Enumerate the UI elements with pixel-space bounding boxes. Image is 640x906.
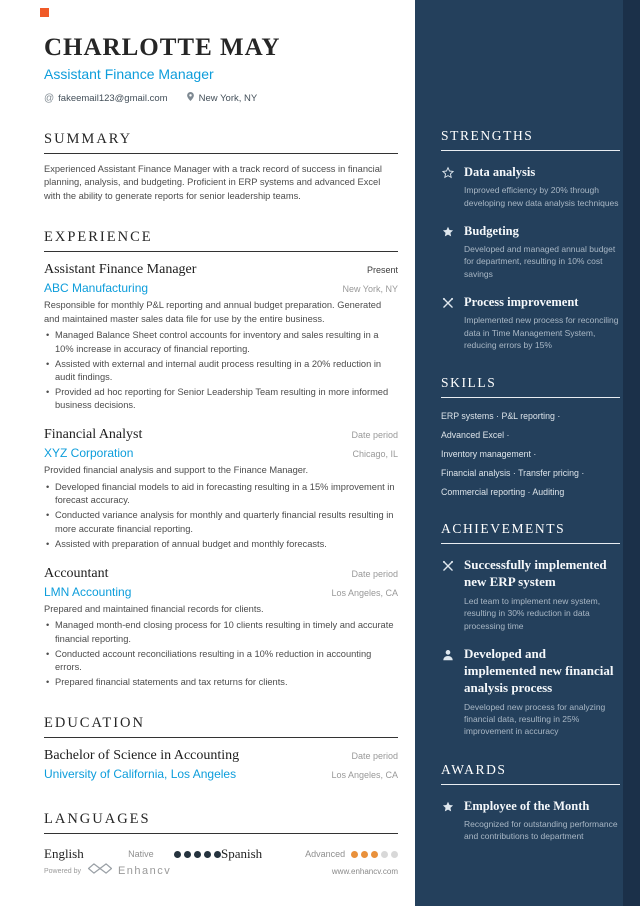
strengths-section: [441, 128, 620, 351]
strength-item: [441, 294, 620, 351]
job-location: New York, NY: [342, 284, 398, 295]
skills-heading: SKILLS: [441, 375, 620, 398]
job-company: LMN Accounting: [44, 584, 132, 599]
tools-icon: [441, 557, 456, 632]
job-bullet: • Conducted account reconciliations resulting in a 10% reduction in accounting errors.: [44, 648, 398, 674]
star-filled-icon: [441, 798, 456, 843]
languages-heading: LANGUAGES: [44, 811, 398, 834]
strength-item: [441, 223, 620, 280]
education-entry: [44, 748, 398, 785]
person-job-title: Assistant Finance Manager: [44, 66, 214, 82]
person-icon: [441, 646, 456, 738]
strength-desc: Implemented new process for reconciling data in Time Management System, reducing errors by 15%: [464, 315, 619, 350]
languages-row: [44, 846, 398, 862]
job-date: Date period: [351, 430, 398, 441]
job-title: Accountant: [44, 565, 109, 581]
experience-section: [44, 229, 398, 689]
job-bullet: • Developed financial models to aid in forecasting resulting in a 15% improvement in forecast accuracy.: [44, 481, 398, 507]
email-text: fakeemail123@gmail.com: [58, 92, 168, 104]
school-name: University of California, Los Angeles: [44, 767, 237, 782]
summary-section: [44, 131, 398, 203]
education-location: Los Angeles, CA: [331, 770, 398, 781]
enhancv-logo-icon: [87, 862, 113, 880]
job-entry: [44, 262, 398, 412]
education-section: [44, 715, 398, 785]
awards-heading: AWARDS: [441, 762, 620, 785]
job-bullet: • Conducted variance analysis for monthly and quarterly financial results resulting in more accurate financial reporting.: [44, 509, 398, 535]
email-contact[interactable]: [44, 93, 168, 104]
tools-icon: [441, 294, 456, 351]
education-heading: EDUCATION: [44, 715, 398, 738]
strength-desc: Improved efficiency by 20% through developing new data analysis techniques: [464, 185, 619, 208]
skills-line: ERP systems · P&L reporting ·: [441, 411, 561, 422]
job-bullet: • Assisted with external and internal audit process resulting in a 20% reduction in audit findings.: [44, 358, 398, 384]
strength-title: Budgeting: [464, 223, 519, 238]
skills-line: Inventory management ·: [441, 449, 537, 460]
job-intro: Provided financial analysis and support to the Finance Manager.: [44, 465, 309, 476]
person-name: CHARLOTTE MAY: [44, 34, 281, 61]
sidebar: [415, 0, 640, 906]
job-entry: [44, 427, 398, 550]
education-date: Date period: [351, 751, 398, 762]
language-level: Advanced: [305, 849, 346, 860]
job-title: Assistant Finance Manager: [44, 262, 197, 278]
job-intro: Prepared and maintained financial records for clients.: [44, 603, 264, 614]
job-bullets: [44, 619, 398, 689]
language-name: Spanish: [221, 846, 263, 862]
skills-section: [441, 375, 620, 497]
language-name: English: [44, 846, 84, 862]
job-bullet: • Managed Balance Sheet control accounts for inventory and sales resulting in a 10% increase in accuracy of financial reporting.: [44, 329, 398, 355]
job-bullet: • Assisted with preparation of annual budget and monthly forecasts.: [44, 538, 398, 551]
strength-title: Data analysis: [464, 165, 536, 179]
job-date: Present: [366, 265, 398, 276]
skills-line: Financial analysis · Transfer pricing ·: [441, 468, 585, 479]
achievements-section: [441, 521, 620, 737]
experience-heading: EXPERIENCE: [44, 229, 398, 252]
contact-row: [44, 91, 398, 105]
achievement-desc: Led team to implement new system, resulting in 30% reduction in data processing time: [464, 596, 601, 631]
strength-desc: Developed and managed annual budget for department, resulting in 10% cost savings: [464, 244, 616, 279]
job-bullets: [44, 481, 398, 551]
at-icon: @: [44, 92, 55, 104]
star-outline-icon: [441, 164, 456, 209]
job-location: Los Angeles, CA: [331, 587, 398, 598]
job-bullet: • Managed month-end closing process for 10 clients resulting in timely and accurate financial reporting.: [44, 619, 398, 645]
job-bullet: • Provided ad hoc reporting for Senior Leadership Team resulting in more informed business decisions.: [44, 386, 398, 412]
location-text: New York, NY: [198, 92, 258, 104]
language-entry: [44, 846, 221, 862]
language-proficiency-dots: [174, 851, 221, 858]
language-entry: [221, 846, 398, 862]
awards-section: [441, 762, 620, 843]
strength-title: Process improvement: [464, 295, 579, 310]
powered-by-label: Powered by: [44, 867, 81, 875]
job-location: Chicago, IL: [352, 449, 398, 460]
achievement-title: Developed and implemented new financial analysis process: [464, 645, 614, 695]
degree-title: Bachelor of Science in Accounting: [44, 748, 240, 764]
job-company: XYZ Corporation: [44, 446, 134, 461]
resume-header: [44, 34, 398, 105]
sidebar-edge-strip: [623, 0, 640, 906]
job-title: Financial Analyst: [44, 427, 143, 443]
location-contact: [186, 91, 258, 105]
skills-line: Advanced Excel ·: [441, 430, 510, 441]
languages-section: [44, 811, 398, 862]
award-title: Employee of the Month: [464, 798, 590, 813]
strengths-heading: STRENGTHS: [441, 128, 620, 151]
enhancv-logo: [87, 862, 171, 880]
job-company: ABC Manufacturing: [44, 281, 149, 296]
achievement-item: [441, 646, 620, 738]
enhancv-logo-text: Enhancv: [117, 865, 172, 877]
location-pin-icon: [186, 91, 195, 105]
job-date: Date period: [351, 568, 398, 579]
summary-text: Experienced Assistant Finance Manager with a track record of success in financial planning, analysis, and budgeting. Proficient in ERP systems and advanced Excel with the ability to generate reports for senior leadership teams.: [44, 164, 382, 201]
job-entry: [44, 566, 398, 689]
job-bullet: • Prepared financial statements and tax returns for clients.: [44, 676, 398, 689]
award-desc: Recognized for outstanding performance and contributions to department: [464, 818, 618, 842]
achievements-heading: ACHIEVEMENTS: [441, 521, 620, 544]
job-bullets: [44, 329, 398, 412]
language-proficiency-dots: [351, 851, 398, 858]
summary-heading: SUMMARY: [44, 131, 398, 154]
footer: [44, 862, 398, 880]
job-intro: Responsible for monthly P&L reporting and annual budget preparation. Generated and maintained master sales data file for use by the entire business.: [44, 300, 382, 324]
star-filled-icon: [441, 223, 456, 280]
enhancv-website-link[interactable]: www.enhancv.com: [331, 866, 398, 876]
achievement-title: Successfully implemented new ERP system: [464, 557, 607, 590]
award-item: [441, 798, 620, 843]
achievement-item: [441, 557, 620, 632]
achievement-desc: Developed new process for analyzing financial data, resulting in 25% improvement in accuracy: [464, 701, 606, 737]
language-level: Native: [128, 849, 154, 860]
strength-item: [441, 164, 620, 209]
skills-line: Commercial reporting · Auditing: [441, 487, 565, 498]
